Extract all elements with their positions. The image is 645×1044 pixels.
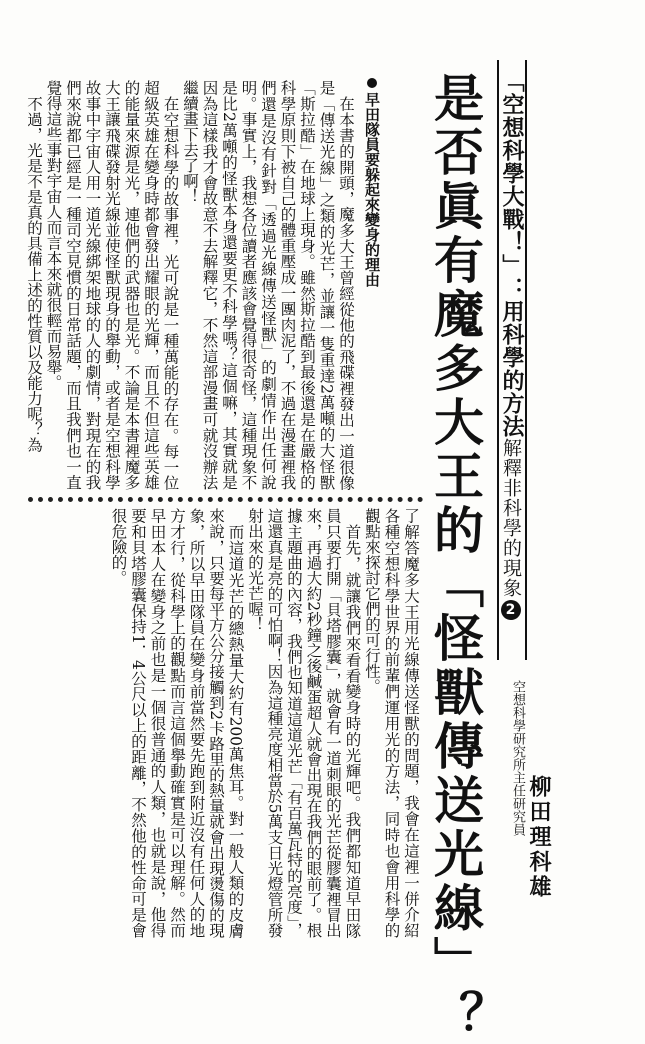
paragraph: 了解答魔多大王用光線傳送怪獸的問題，我會在這裡一併介紹各種空想科學世界的前輩們運用光的方法，同時也會用科學的觀點來探討它們的可行性。	[363, 508, 420, 938]
author-name: 柳田理科雄	[526, 775, 551, 900]
paragraph: 在本書的開頭，魔多大王曾經從他的飛碟裡發出一道很像是「傳送光線」之類的光芒，並讓一隻重達2萬噸的大怪獸「斯拉酷」在地球上現身。雖然斯拉酷到最後還是在嚴格的科學原則下被自己的體重壓成一團肉泥了，不過在漫畫裡我們還是沒有針對「透過光線傳送怪獸」的劇情作出任何說明。事實上，我想各位讀者應該會覺得很奇怪，這種現象不是比2萬噸的怪獸本身還要更不科學嗎？這個嘛，其實就是因為這樣我才會故意不去解釋它，不然這部漫畫可就沒辦法繼續畫下去了啊！	[181, 80, 355, 490]
body-text-bottom	[30, 508, 420, 938]
section-heading-text: 早田隊員要躲起來變身的理由	[363, 92, 381, 287]
dotted-separator	[28, 497, 423, 502]
series-subtitle: 解釋非科學的現象	[500, 438, 522, 598]
series-header	[498, 70, 524, 650]
paragraph: 首先，就讓我們來看看變身時的光輝吧。我們都知道早田隊員只要打開「貝塔膠囊」，就會有一道刺眼的光芒從膠囊裡冒出來，再過大約2秒鐘之後鹹蛋超人就會出現在我們的眼前了。根據主題曲的內容，我們也知道這道光芒「有百萬瓦特的亮度」，這還真是亮的可怕啊！因為這種亮度相當於5萬支日光燈管所發射出來的光芒喔！	[246, 508, 362, 938]
section-heading	[363, 78, 381, 318]
body-text-top	[25, 80, 355, 490]
paragraph: 而這道光芒的總熱量大約有200萬焦耳。對一般人類的皮膚來說，只要每平方公分接觸到2卡路里的熱量就會出現燙傷的現象，所以早田隊員在變身前當然要先跑到附近沒有任何人的地方才行，從科學上的觀點而言這個舉動確實是可以理解。然而早田本人在變身之前也是一個很普通的人類，也就是說，他得要和貝塔膠囊保持1．4公尺以上的距離，不然他的性命可是會很危險的。	[109, 508, 245, 938]
paragraph: 在空想科學的故事裡，光可說是一種萬能的存在。每一位超級英雄在變身時都會發出耀眼的光輝，而且不但這些英雄的能量來源是光，連他們的武器也是光。不論是本書裡魔多大王讓飛碟發射光線並使怪獸現身的舉動，或者是空想科學故事中宇宙人用一道光線綁架地球的人的劇情，對現在的我們來說都已經是一種司空見慣的日常話題，而且我們也一直覺得這些事對宇宙人而言本來就很輕而易舉。	[44, 80, 180, 490]
bullet-icon	[367, 78, 377, 88]
author-affiliation: 空想科學研究所主任研究員	[510, 680, 525, 836]
paragraph: 不過，光是不是真的具備上述的性質以及能力呢？為	[25, 95, 43, 452]
series-title: 「空想科學大戰！」：用科學的方法	[499, 70, 524, 438]
article-title: 是否眞有魔多大王的「怪獸傳送光線」？	[426, 72, 484, 1044]
episode-badge: 2	[501, 600, 521, 620]
